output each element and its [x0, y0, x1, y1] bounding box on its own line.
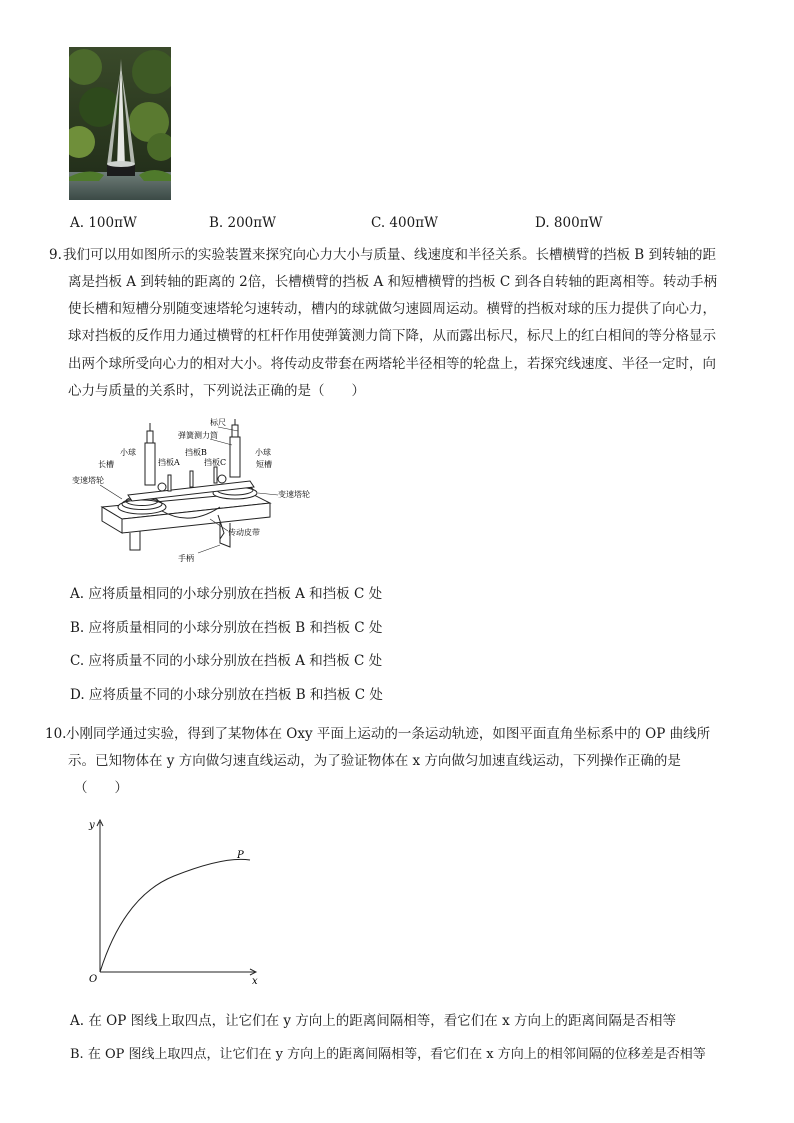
q8-option-c: C. 400πW	[371, 215, 438, 231]
origin-label: O	[89, 974, 98, 985]
q9-text-line-1: 我们可以用如图所示的实验装置来探究向心力大小与质量、线速度和半径关系。长槽横臂的挡板 B 到转轴的距	[63, 247, 717, 263]
q9-text-line-2: 离是挡板 A 到转轴的距离的 2倍，长槽横臂的挡板 A 和短槽横臂的挡板 C 到各自转轴的距离相等。转动手柄	[68, 274, 717, 290]
q10-option-b: B. 在 OP 图线上取四点，让它们在 y 方向上的距离间隔相等，看它们在 x 方向上的相邻间隔的位移差是否相等	[70, 1047, 706, 1062]
label-handle: 手柄	[178, 554, 194, 563]
q10-number: 10.	[45, 726, 67, 742]
label-short-slot: 短槽	[256, 460, 272, 469]
q10-text-line-3: （ ）	[74, 780, 128, 796]
op-curve	[100, 859, 250, 972]
q9-option-c: C. 应将质量不同的小球分别放在挡板 A 和挡板 C 处	[70, 653, 383, 669]
op-trajectory-graph	[84, 816, 274, 986]
q10-option-a: A. 在 OP 图线上取四点，让它们在 y 方向上的距离间隔相等，看它们在 x 方向上的距离间隔是否相等	[70, 1013, 676, 1029]
q9-text-line-6: 心力与质量的关系时，下列说法正确的是（ ）	[68, 383, 365, 399]
y-axis-label: y	[89, 820, 95, 831]
point-p-label: P	[237, 850, 244, 861]
centripetal-apparatus-figure	[70, 415, 330, 575]
q8-option-b: B. 200πW	[209, 215, 277, 231]
q10-text-line-1: 小刚同学通过实验，得到了某物体在 Oxy 平面上运动的一条运动轨迹，如图平面直角坐标系中的 OP 曲线所	[66, 726, 711, 742]
label-ball-right: 小球	[255, 448, 271, 457]
q9-number: 9.	[49, 247, 62, 263]
label-pulley-right: 变速塔轮	[278, 490, 310, 499]
q9-option-a: A. 应将质量相同的小球分别放在挡板 A 和挡板 C 处	[70, 586, 383, 602]
label-ball-left: 小球	[120, 448, 136, 457]
label-long-slot: 长槽	[98, 460, 114, 469]
q8-option-d: D. 800πW	[535, 215, 603, 231]
label-scale: 标尺	[210, 418, 226, 427]
q9-text-line-5: 出两个球所受向心力的相对大小。将传动皮带套在两塔轮半径相等的轮盘上，若探究线速度、半径一定时，向	[68, 356, 716, 372]
label-belt: 传动皮带	[228, 528, 260, 537]
q9-text-line-4: 球对挡板的反作用力通过横臂的杠杆作用使弹簧测力筒下降，从而露出标尺，标尺上的红白相间的等分格显示	[68, 328, 716, 344]
label-baffle-c: 挡板C	[204, 458, 227, 467]
label-pulley-left: 变速塔轮	[72, 476, 104, 485]
q10-text-line-2: 示。已知物体在 y 方向做匀速直线运动，为了验证物体在 x 方向做匀加速直线运动，下列操作正确的是	[68, 753, 681, 769]
q9-text-line-3: 使长槽和短槽分别随变速塔轮匀速转动，槽内的球就做匀速圆周运动。横臂的挡板对球的压力提供了向心力，	[68, 301, 716, 317]
q9-option-b: B. 应将质量相同的小球分别放在挡板 B 和挡板 C 处	[70, 620, 383, 636]
label-baffle-b: 挡板B	[185, 448, 207, 457]
fountain-photo	[69, 47, 171, 200]
label-spring: 弹簧测力筒	[178, 431, 218, 440]
x-axis-label: x	[252, 976, 258, 986]
label-baffle-a: 挡板A	[158, 458, 180, 467]
q9-option-d: D. 应将质量不同的小球分别放在挡板 B 和挡板 C 处	[70, 687, 383, 703]
q8-option-a: A. 100πW	[70, 215, 137, 231]
